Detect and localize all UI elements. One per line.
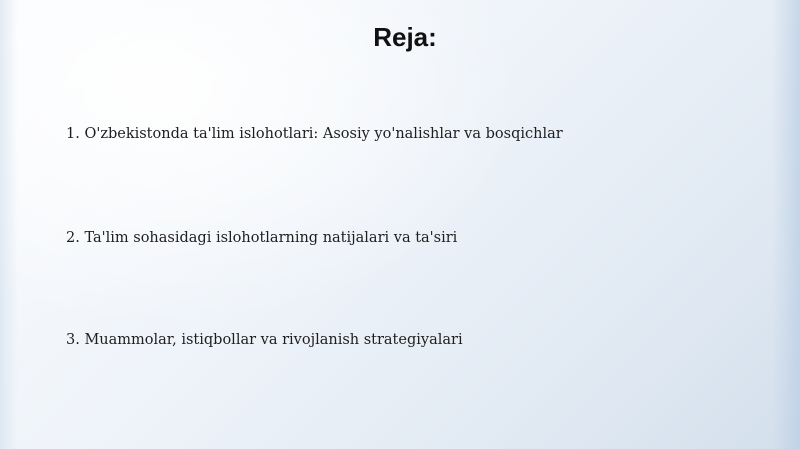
plan-item-2: 2. Ta'lim sohasidagi islohotlarning natijalari va ta'siri	[66, 230, 458, 246]
plan-item-3: 3. Muammolar, istiqbollar va rivojlanish strategiyalari	[66, 332, 463, 348]
slide-left-edge-decoration	[0, 0, 18, 449]
slide-title: Reja:	[373, 22, 437, 52]
slide-right-edge-decoration	[772, 0, 800, 449]
plan-item-1: 1. O'zbekistonda ta'lim islohotlari: Asosiy yo'nalishlar va bosqichlar	[66, 126, 563, 142]
